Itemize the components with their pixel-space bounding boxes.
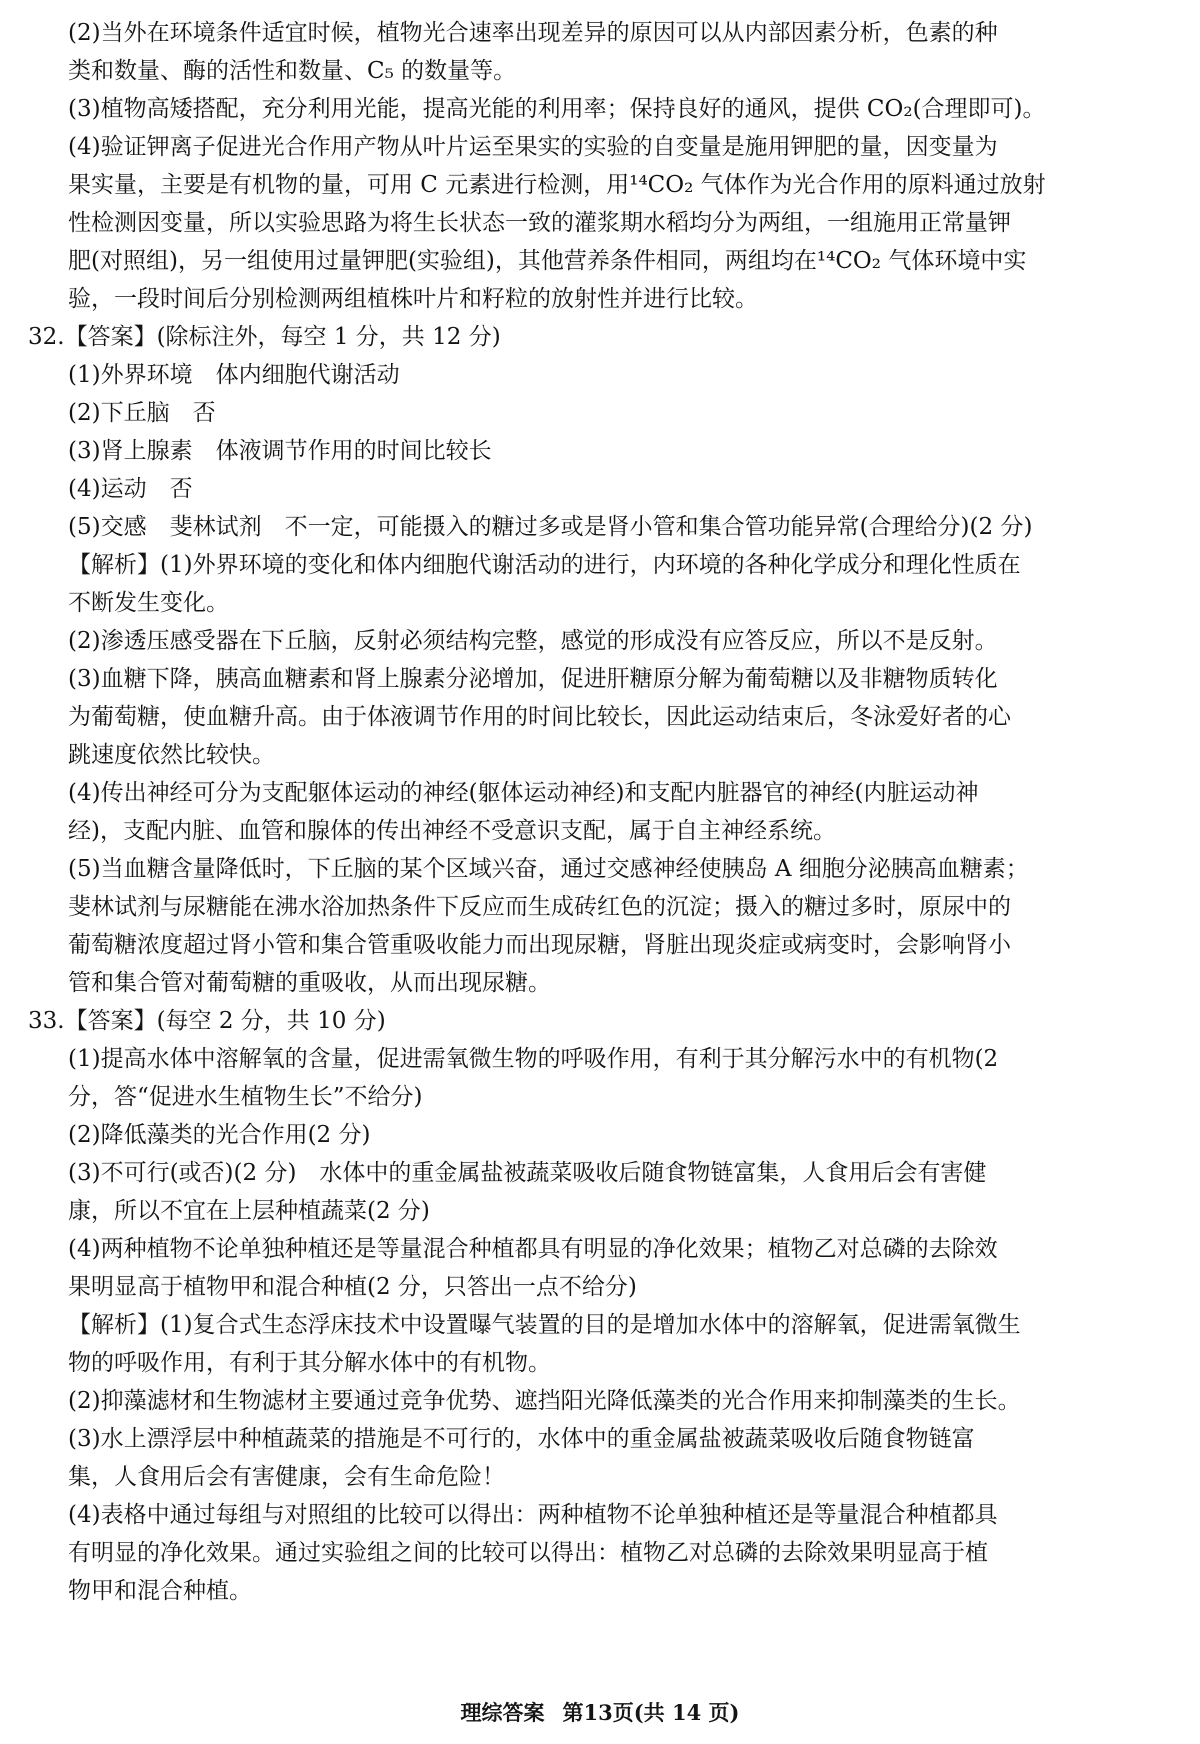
text-line: (4)验证钾离子促进光合作用产物从叶片运至果实的实验的自变量是施用钾肥的量，因变量为 (68, 134, 998, 160)
text-line: (3)植物高矮搭配，充分利用光能，提高光能的利用率；保持良好的通风，提供 CO₂(合理即可)。 (68, 96, 1046, 122)
text-line: (2)降低藻类的光合作用(2 分) (68, 1122, 371, 1148)
text-line: (2)抑藻滤材和生物滤材主要通过竞争优势、遮挡阳光降低藻类的光合作用来抑制藻类的生长。 (68, 1388, 1021, 1414)
text-line: 葡萄糖浓度超过肾小管和集合管重吸收能力而出现尿糖，肾脏出现炎症或病变时，会影响肾小 (68, 932, 1011, 958)
text-line: (5)当血糖含量降低时，下丘脑的某个区域兴奋，通过交感神经使胰岛 A 细胞分泌胰高血糖素； (68, 856, 1029, 882)
text-line: 33.【答案】(每空 2 分，共 10 分) (28, 1008, 386, 1034)
text-line: (2)渗透压感受器在下丘脑，反射必须结构完整，感觉的形成没有应答反应，所以不是反射。 (68, 628, 998, 654)
page-footer (0, 1698, 1200, 1728)
text-line: 经)，支配内脏、血管和腺体的传出神经不受意识支配，属于自主神经系统。 (68, 818, 836, 844)
text-line: 果明显高于植物甲和混合种植(2 分，只答出一点不给分) (68, 1274, 637, 1300)
text-line: 物甲和混合种植。 (68, 1578, 252, 1604)
text-line: 验，一段时间后分别检测两组植株叶片和籽粒的放射性并进行比较。 (68, 286, 758, 312)
text-line: (2)当外在环境条件适宜时候，植物光合速率出现差异的原因可以从内部因素分析，色素的种 (68, 20, 998, 46)
text-line: 肥(对照组)，另一组使用过量钾肥(实验组)，其他营养条件相同，两组均在¹⁴CO₂ 气体环境中实 (68, 248, 1027, 274)
text-line: 分，答“促进水生植物生长”不给分) (68, 1084, 423, 1110)
text-line: 【解析】(1)复合式生态浮床技术中设置曝气装置的目的是增加水体中的溶解氧，促进需氧微生 (68, 1312, 1021, 1338)
text-line: 性检测因变量，所以实验思路为将生长状态一致的灌浆期水稻均分为两组，一组施用正常量钾 (68, 210, 1011, 236)
text-line: (4)传出神经可分为支配躯体运动的神经(躯体运动神经)和支配内脏器官的神经(内脏运动神 (68, 780, 979, 806)
text-line: (2)下丘脑 否 (68, 400, 216, 426)
text-line: 为葡萄糖，使血糖升高。由于体液调节作用的时间比较长，因此运动结束后，冬泳爱好者的心 (68, 704, 1011, 730)
footer-subject: 理综答案 (460, 1700, 545, 1725)
text-line: 类和数量、酶的活性和数量、C₅ 的数量等。 (68, 58, 517, 84)
text-line: (3)水上漂浮层中种植蔬菜的措施是不可行的，水体中的重金属盐被蔬菜吸收后随食物链富 (68, 1426, 975, 1452)
text-line: (1)外界环境 体内细胞代谢活动 (68, 362, 400, 388)
document-body (28, 14, 1176, 1610)
text-line: (5)交感 斐林试剂 不一定，可能摄入的糖过多或是肾小管和集合管功能异常(合理给分)(2 分) (68, 514, 1033, 540)
text-line: 斐林试剂与尿糖能在沸水浴加热条件下反应而生成砖红色的沉淀；摄入的糖过多时，原尿中的 (68, 894, 1011, 920)
text-line: 不断发生变化。 (68, 590, 229, 616)
text-line: (3)不可行(或否)(2 分) 水体中的重金属盐被蔬菜吸收后随食物链富集，人食用后会有害健 (68, 1160, 987, 1186)
text-line: 【解析】(1)外界环境的变化和体内细胞代谢活动的进行，内环境的各种化学成分和理化性质在 (68, 552, 1021, 578)
text-line: (4)运动 否 (68, 476, 193, 502)
text-line: 物的呼吸作用，有利于其分解水体中的有机物。 (68, 1350, 551, 1376)
text-line: 康，所以不宜在上层种植蔬菜(2 分) (68, 1198, 430, 1224)
text-line: (3)肾上腺素 体液调节作用的时间比较长 (68, 438, 492, 464)
text-line: (4)两种植物不论单独种植还是等量混合种植都具有明显的净化效果；植物乙对总磷的去除效 (68, 1236, 998, 1262)
text-line: 果实量，主要是有机物的量，可用 C 元素进行检测，用¹⁴CO₂ 气体作为光合作用的原料通过放射 (68, 172, 1046, 198)
text-line: 32.【答案】(除标注外，每空 1 分，共 12 分) (28, 324, 501, 350)
text-line: (1)提高水体中溶解氧的含量，促进需氧微生物的呼吸作用，有利于其分解污水中的有机物(2 (68, 1046, 999, 1072)
text-line: 集，人食用后会有害健康，会有生命危险！ (68, 1464, 505, 1490)
text-line: 管和集合管对葡萄糖的重吸收，从而出现尿糖。 (68, 970, 551, 996)
text-line: 跳速度依然比较快。 (68, 742, 275, 768)
text-line: (3)血糖下降，胰高血糖素和肾上腺素分泌增加，促进肝糖原分解为葡萄糖以及非糖物质转化 (68, 666, 998, 692)
text-line: 有明显的净化效果。通过实验组之间的比较可以得出：植物乙对总磷的去除效果明显高于植 (68, 1540, 988, 1566)
footer-page-number: 第13页(共 14 页) (562, 1700, 740, 1725)
text-line: (4)表格中通过每组与对照组的比较可以得出：两种植物不论单独种植还是等量混合种植都具 (68, 1502, 998, 1528)
